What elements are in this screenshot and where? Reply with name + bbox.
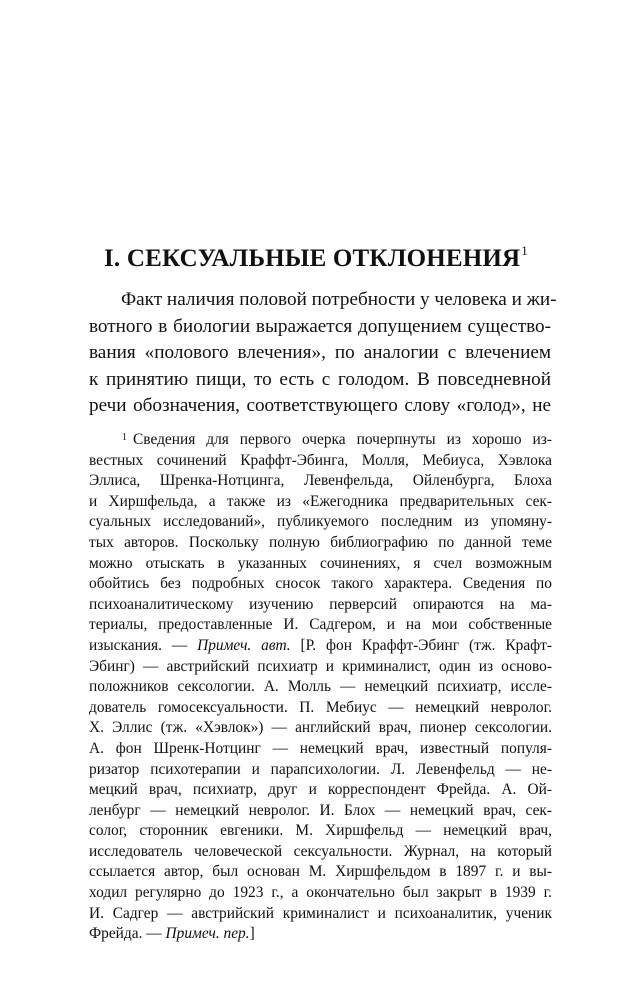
footnote-line: можно отыскать в указанных сочинениях, я счел возможным bbox=[89, 554, 552, 572]
footnote-line: и Хиршфельда, а также из «Ежегодника предварительных сек- bbox=[89, 492, 552, 510]
footnote-line-text: Фрейда. — bbox=[89, 925, 166, 943]
body-line: вотного в биологии выражается допущением существо- bbox=[89, 315, 551, 337]
body-line: к принятию пищи, то есть с голодом. В повседневной bbox=[89, 368, 551, 390]
footnote-line: ризатор психотерапии и парапсихологии. Л. Левенфельд — не- bbox=[89, 760, 552, 778]
footnote-line: тых авторов. Поскольку полную библиографию по данной теме bbox=[89, 533, 552, 551]
footnote-line: ленбург — немецкий невролог. И. Блох — немецкий врач, сек- bbox=[89, 801, 552, 819]
footnote-line: териалы, предоставленные И. Садгером, и на мои собственные bbox=[89, 616, 552, 634]
footnote-line: суальных исследований», публикуемого последним из упомяну- bbox=[89, 513, 552, 531]
footnote-line: ссылается автор, был основан М. Хиршфельдом в 1897 г. и вы- bbox=[89, 863, 552, 881]
footnote-line: солог, сторонник евгеники. М. Хиршфельд — немецкий врач, bbox=[89, 822, 552, 840]
footnote-line: А. фон Шренк-Нотцинг — немецкий врач, известный популя- bbox=[89, 739, 552, 757]
footnote-line: положников сексологии. А. Молль — немецкий психиатр, иссле- bbox=[89, 678, 552, 696]
footnote-line: мецкий врач, психиатр, друг и корреспондент Фрейда. А. Ой- bbox=[89, 781, 552, 799]
body-paragraph bbox=[89, 287, 557, 420]
footnote-line-text: изыскания. — bbox=[89, 636, 198, 654]
footnote-line: Х. Эллис (тж. «Хэвлок») — английский врач, пионер сексологии. bbox=[89, 719, 552, 737]
footnote-line: И. Садгер — австрийский криминалист и психоаналитик, ученик bbox=[89, 904, 552, 922]
footnote bbox=[89, 428, 552, 945]
body-line: речи обозначения, соответствующего слову «голод», не bbox=[89, 395, 551, 417]
footnote-line-text: ] bbox=[249, 925, 255, 943]
footnote-reference: 1 bbox=[521, 243, 528, 258]
footnote-line-text: Сведения для первого очерка почерпнуты из хорошо из- bbox=[133, 431, 552, 448]
footnote-line: обойтись без подробных сносок такого характера. Сведения по bbox=[89, 575, 552, 593]
footnote-line bbox=[89, 428, 552, 451]
chapter-title-text: I. СЕКСУАЛЬНЫЕ ОТКЛОНЕНИЯ bbox=[104, 245, 521, 272]
footnote-line: психоаналитическому изучению перверсий опираются на ма- bbox=[89, 595, 552, 613]
body-line: Факт наличия половой потребности у человека и жи- bbox=[121, 289, 557, 310]
footnote-line bbox=[89, 924, 552, 945]
translator-note-label: Примеч. пер. bbox=[165, 925, 250, 943]
footnote-line: Эллиса, Шренка-Нотцинга, Левенфельда, Ойленбурга, Блоха bbox=[89, 472, 552, 490]
footnote-line: вестных сочинений Краффт-Эбинга, Молля, Мебиуса, Хэвлока bbox=[89, 451, 552, 469]
footnote-line-text: [Р. фон Краффт-Эбинг (тж. Крафт- bbox=[290, 636, 552, 654]
body-line: вания «полового влечения», по аналогии с влечением bbox=[89, 342, 551, 364]
footnote-line bbox=[89, 636, 552, 657]
chapter-title bbox=[60, 235, 572, 275]
footnote-marker: 1 bbox=[122, 432, 127, 443]
author-note-label: Примеч. авт. bbox=[197, 636, 291, 654]
footnote-line: исследователь человеческой сексуальности. Журнал, на который bbox=[89, 842, 552, 860]
footnote-line: дователь гомосексуальности. П. Мебиус — немецкий невролог. bbox=[89, 698, 552, 716]
footnote-line: ходил регулярно до 1923 г., а окончательно был закрыт в 1939 г. bbox=[89, 884, 552, 902]
footnote-line: Эбинг) — австрийский психиатр и криминалист, один из осново- bbox=[89, 657, 552, 675]
